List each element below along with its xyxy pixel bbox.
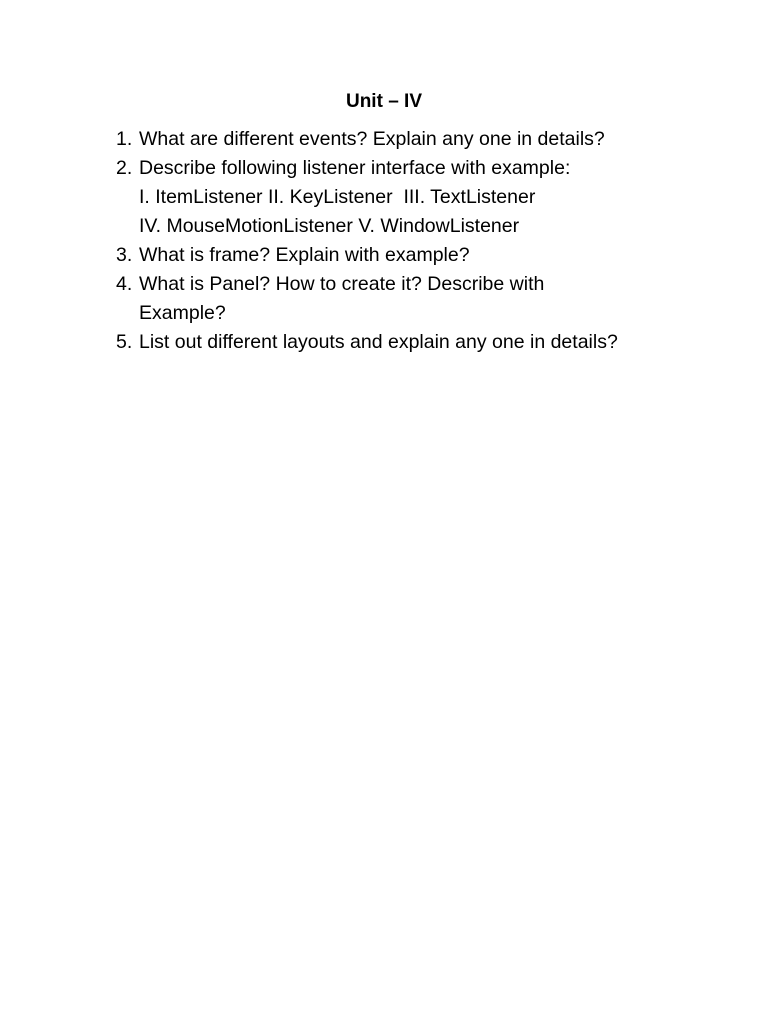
question-line: What is frame? Explain with example?: [139, 244, 470, 266]
question-line: What is Panel? How to create it? Describe with: [139, 273, 545, 295]
question-text: [139, 328, 618, 357]
question-item-4: [116, 270, 756, 328]
question-line: I. ItemListener II. KeyListener III. TextListener: [139, 186, 536, 208]
question-text: [139, 270, 544, 328]
question-item-1: [116, 125, 756, 154]
question-text: [139, 154, 570, 241]
question-number: 4.: [116, 273, 133, 295]
question-number: 2.: [116, 157, 133, 179]
question-text: [139, 125, 605, 154]
question-line: What are different events? Explain any one in details?: [139, 128, 605, 150]
question-number: 3.: [116, 244, 133, 266]
question-item-3: [116, 241, 756, 270]
question-line: IV. MouseMotionListener V. WindowListener: [139, 215, 520, 237]
question-item-2: [116, 154, 756, 241]
question-item-5: [116, 328, 756, 357]
question-number: 5.: [116, 331, 133, 353]
question-list: [116, 125, 756, 357]
question-line: List out different layouts and explain any one in details?: [139, 331, 618, 353]
question-line: Example?: [139, 302, 226, 324]
page-title-text: Unit – IV: [345, 91, 422, 112]
question-line: Describe following listener interface with example:: [139, 157, 571, 179]
question-number: 1.: [116, 128, 133, 150]
page-title: [0, 88, 768, 116]
question-text: [139, 241, 470, 270]
